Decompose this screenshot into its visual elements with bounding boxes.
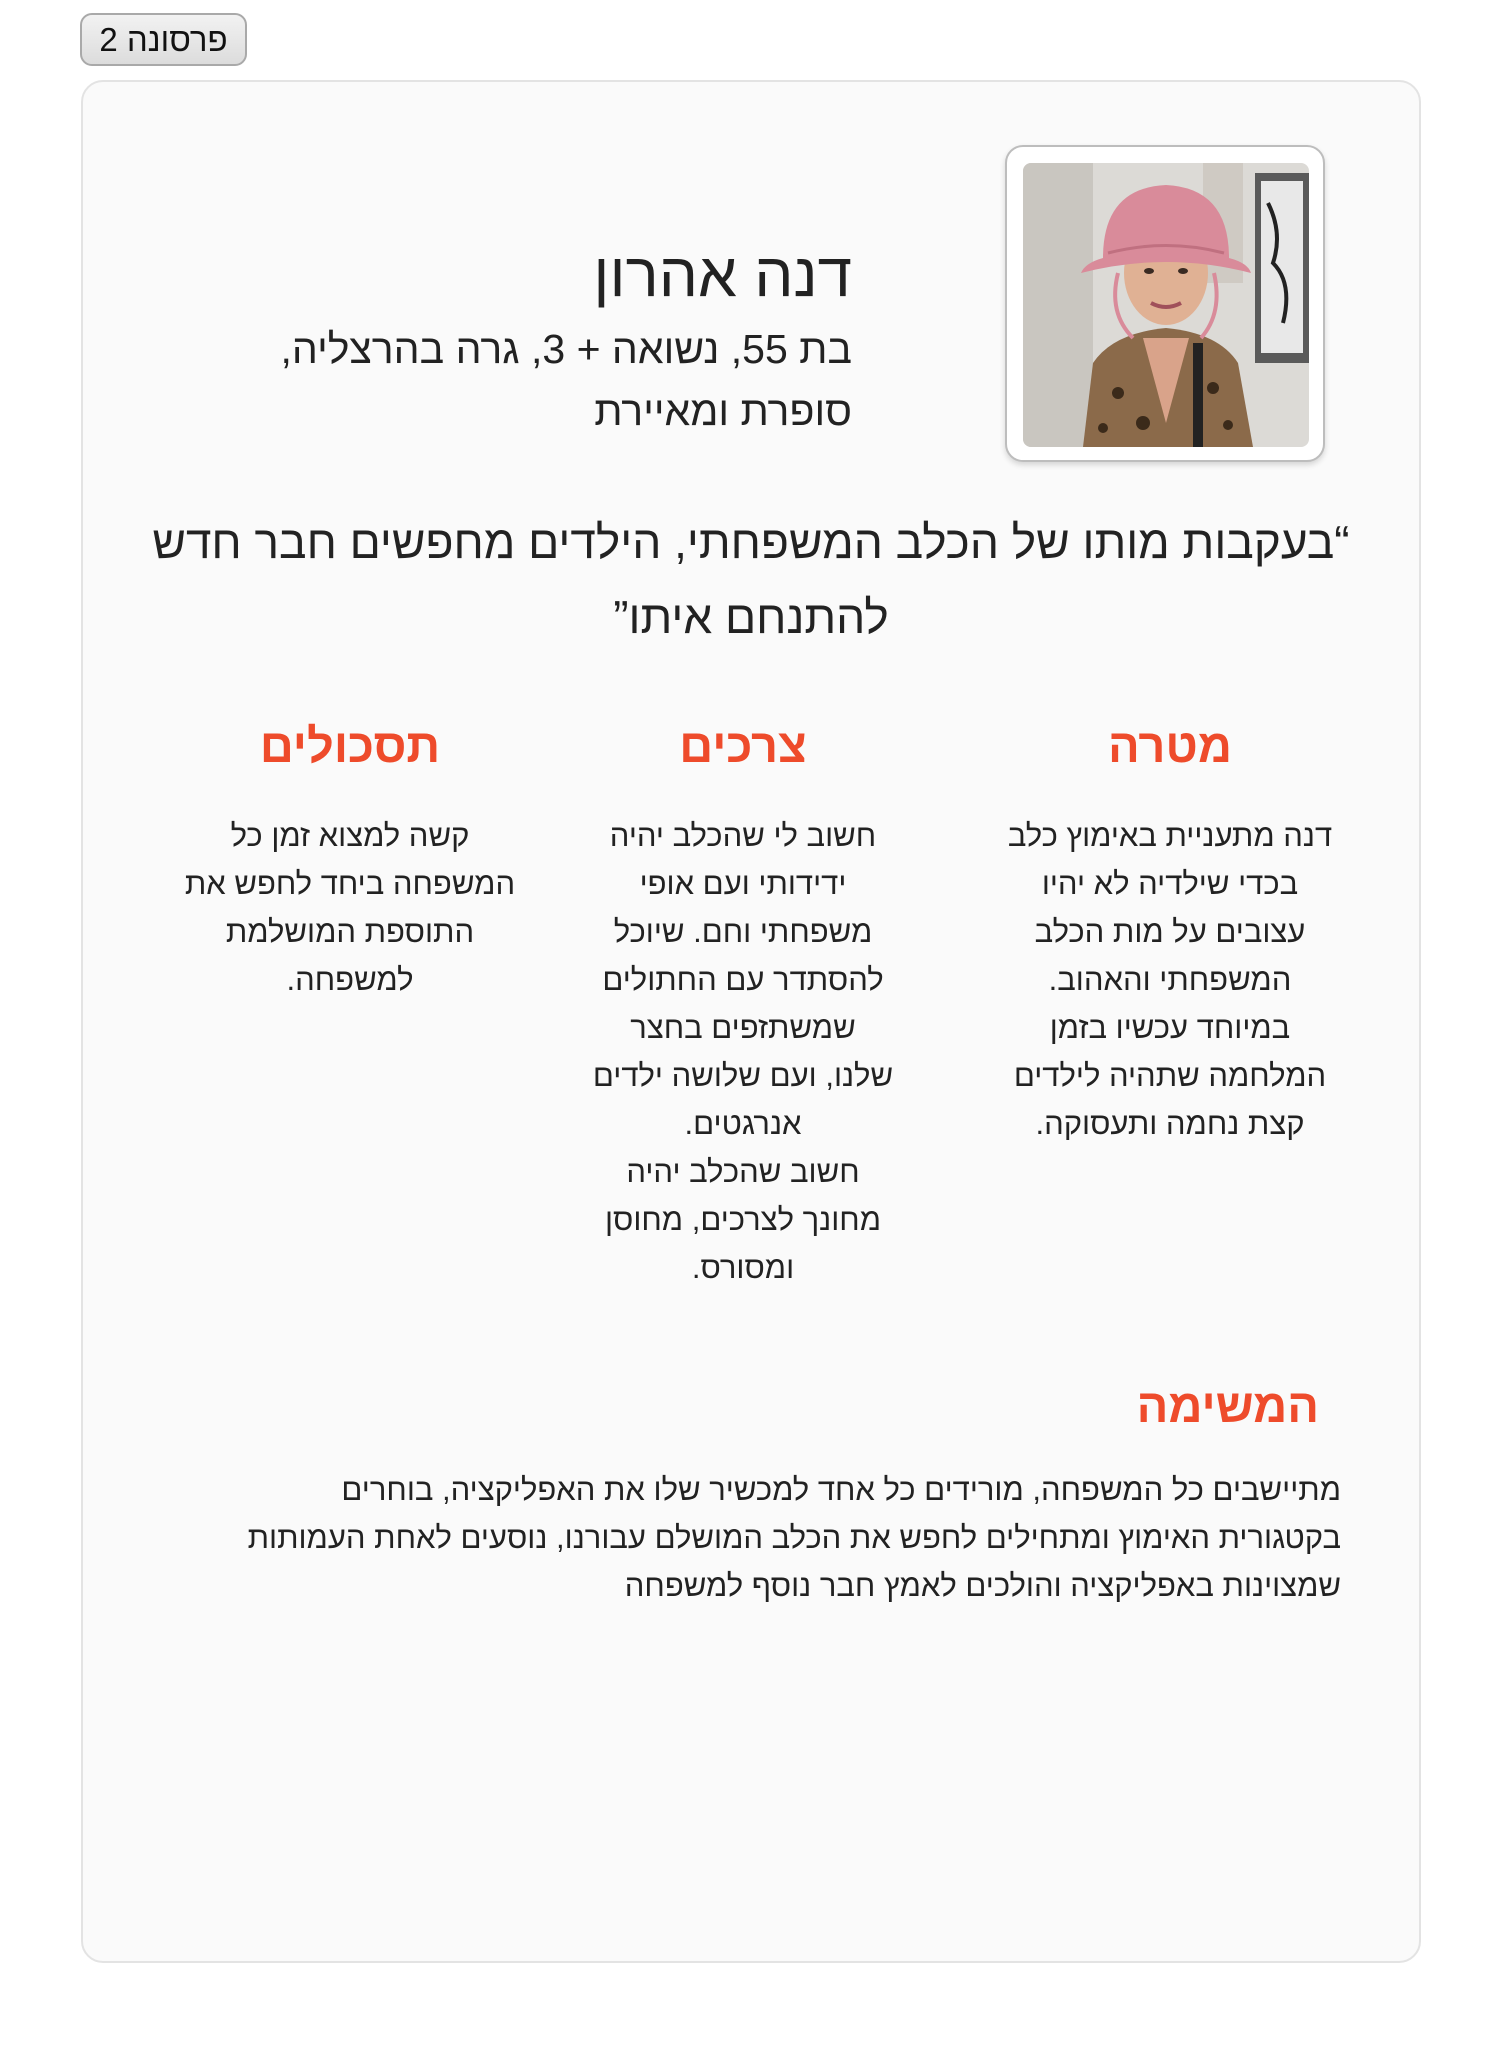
needs-title: צרכים: [679, 719, 807, 772]
frustrations-text: [170, 812, 530, 1004]
task-title: המשימה: [1136, 1379, 1319, 1432]
persona-photo-frame: [1005, 145, 1325, 462]
goal-text-line: המשפחתי והאהוב.: [1048, 962, 1292, 997]
goal-text-line: במיוחד עכשיו בזמן: [1049, 1010, 1291, 1045]
goal-text-line: דנה מתעניית באימוץ כלב: [1007, 818, 1333, 853]
goal-text-line: המלחמה שתהיה לילדים: [1013, 1058, 1327, 1093]
persona-tab-button[interactable]: פרסונה 2: [80, 13, 247, 66]
needs-text-line: חשוב שהכלב יהיה: [626, 1154, 860, 1189]
needs-text-line: אנרגטים.: [684, 1106, 802, 1141]
persona-quote-line-2: להתנחם איתו”: [613, 591, 889, 643]
persona-name: דנה אהרון: [593, 241, 852, 310]
frustrations-text-line: קשה למצוא זמן כל: [230, 818, 470, 853]
persona-details-line-1: בת 55, נשואה + 3, גרה בהרצליה,: [280, 326, 852, 372]
task-text-line: בקטגורית האימוץ ומתחילים לחפש את הכלב המושלם עבורנו, נוסעים לאחת העמותות: [247, 1520, 1341, 1555]
frustrations-text-line: למשפחה.: [286, 962, 414, 997]
goal-text-line: קצת נחמה ותעסוקה.: [1035, 1106, 1305, 1141]
goal-text-line: עצובים על מות הכלב: [1034, 914, 1306, 949]
needs-text-line: שמשתזפים בחצר: [630, 1010, 856, 1045]
portrait-photo-icon: [1023, 163, 1309, 447]
goal-text-line: בכדי שילדיה לא יהיו: [1041, 866, 1299, 901]
task-text: [248, 1466, 1341, 1610]
persona-details-line-2: סופרת ומאיירת: [594, 388, 852, 434]
frustrations-title: תסכולים: [259, 719, 441, 772]
task-text-line: מתיישבים כל המשפחה, מורידים כל אחד למכשיר שלו את האפליקציה, בוחרים: [341, 1472, 1341, 1507]
needs-text: [563, 812, 923, 1292]
frustrations-text-line: התוספת המושלמת: [225, 914, 475, 949]
needs-text-line: ידידותי ועם אופי: [639, 866, 847, 901]
needs-text-line: חשוב לי שהכלב יהיה: [609, 818, 877, 853]
needs-text-line: מחונך לצרכים, מחוסן: [604, 1202, 882, 1237]
needs-text-line: שלנו, ועם שלושה ילדים: [592, 1058, 894, 1093]
goal-title: מטרה: [1108, 719, 1232, 772]
goal-text: [990, 812, 1350, 1148]
needs-text-line: להסתדר עם החתולים: [602, 962, 884, 997]
needs-text-line: משפחתי וחם. שיוכל: [613, 914, 873, 949]
persona-quote-line-1: “בעקבות מותו של הכלב המשפחתי, הילדים מחפשים חבר חדש: [152, 516, 1350, 568]
frustrations-text-line: המשפחה ביחד לחפש את: [184, 866, 516, 901]
task-text-line: שמצוינות באפליקציה והולכים לאמץ חבר נוסף למשפחה: [624, 1568, 1341, 1603]
needs-text-line: ומסורס.: [691, 1250, 795, 1285]
